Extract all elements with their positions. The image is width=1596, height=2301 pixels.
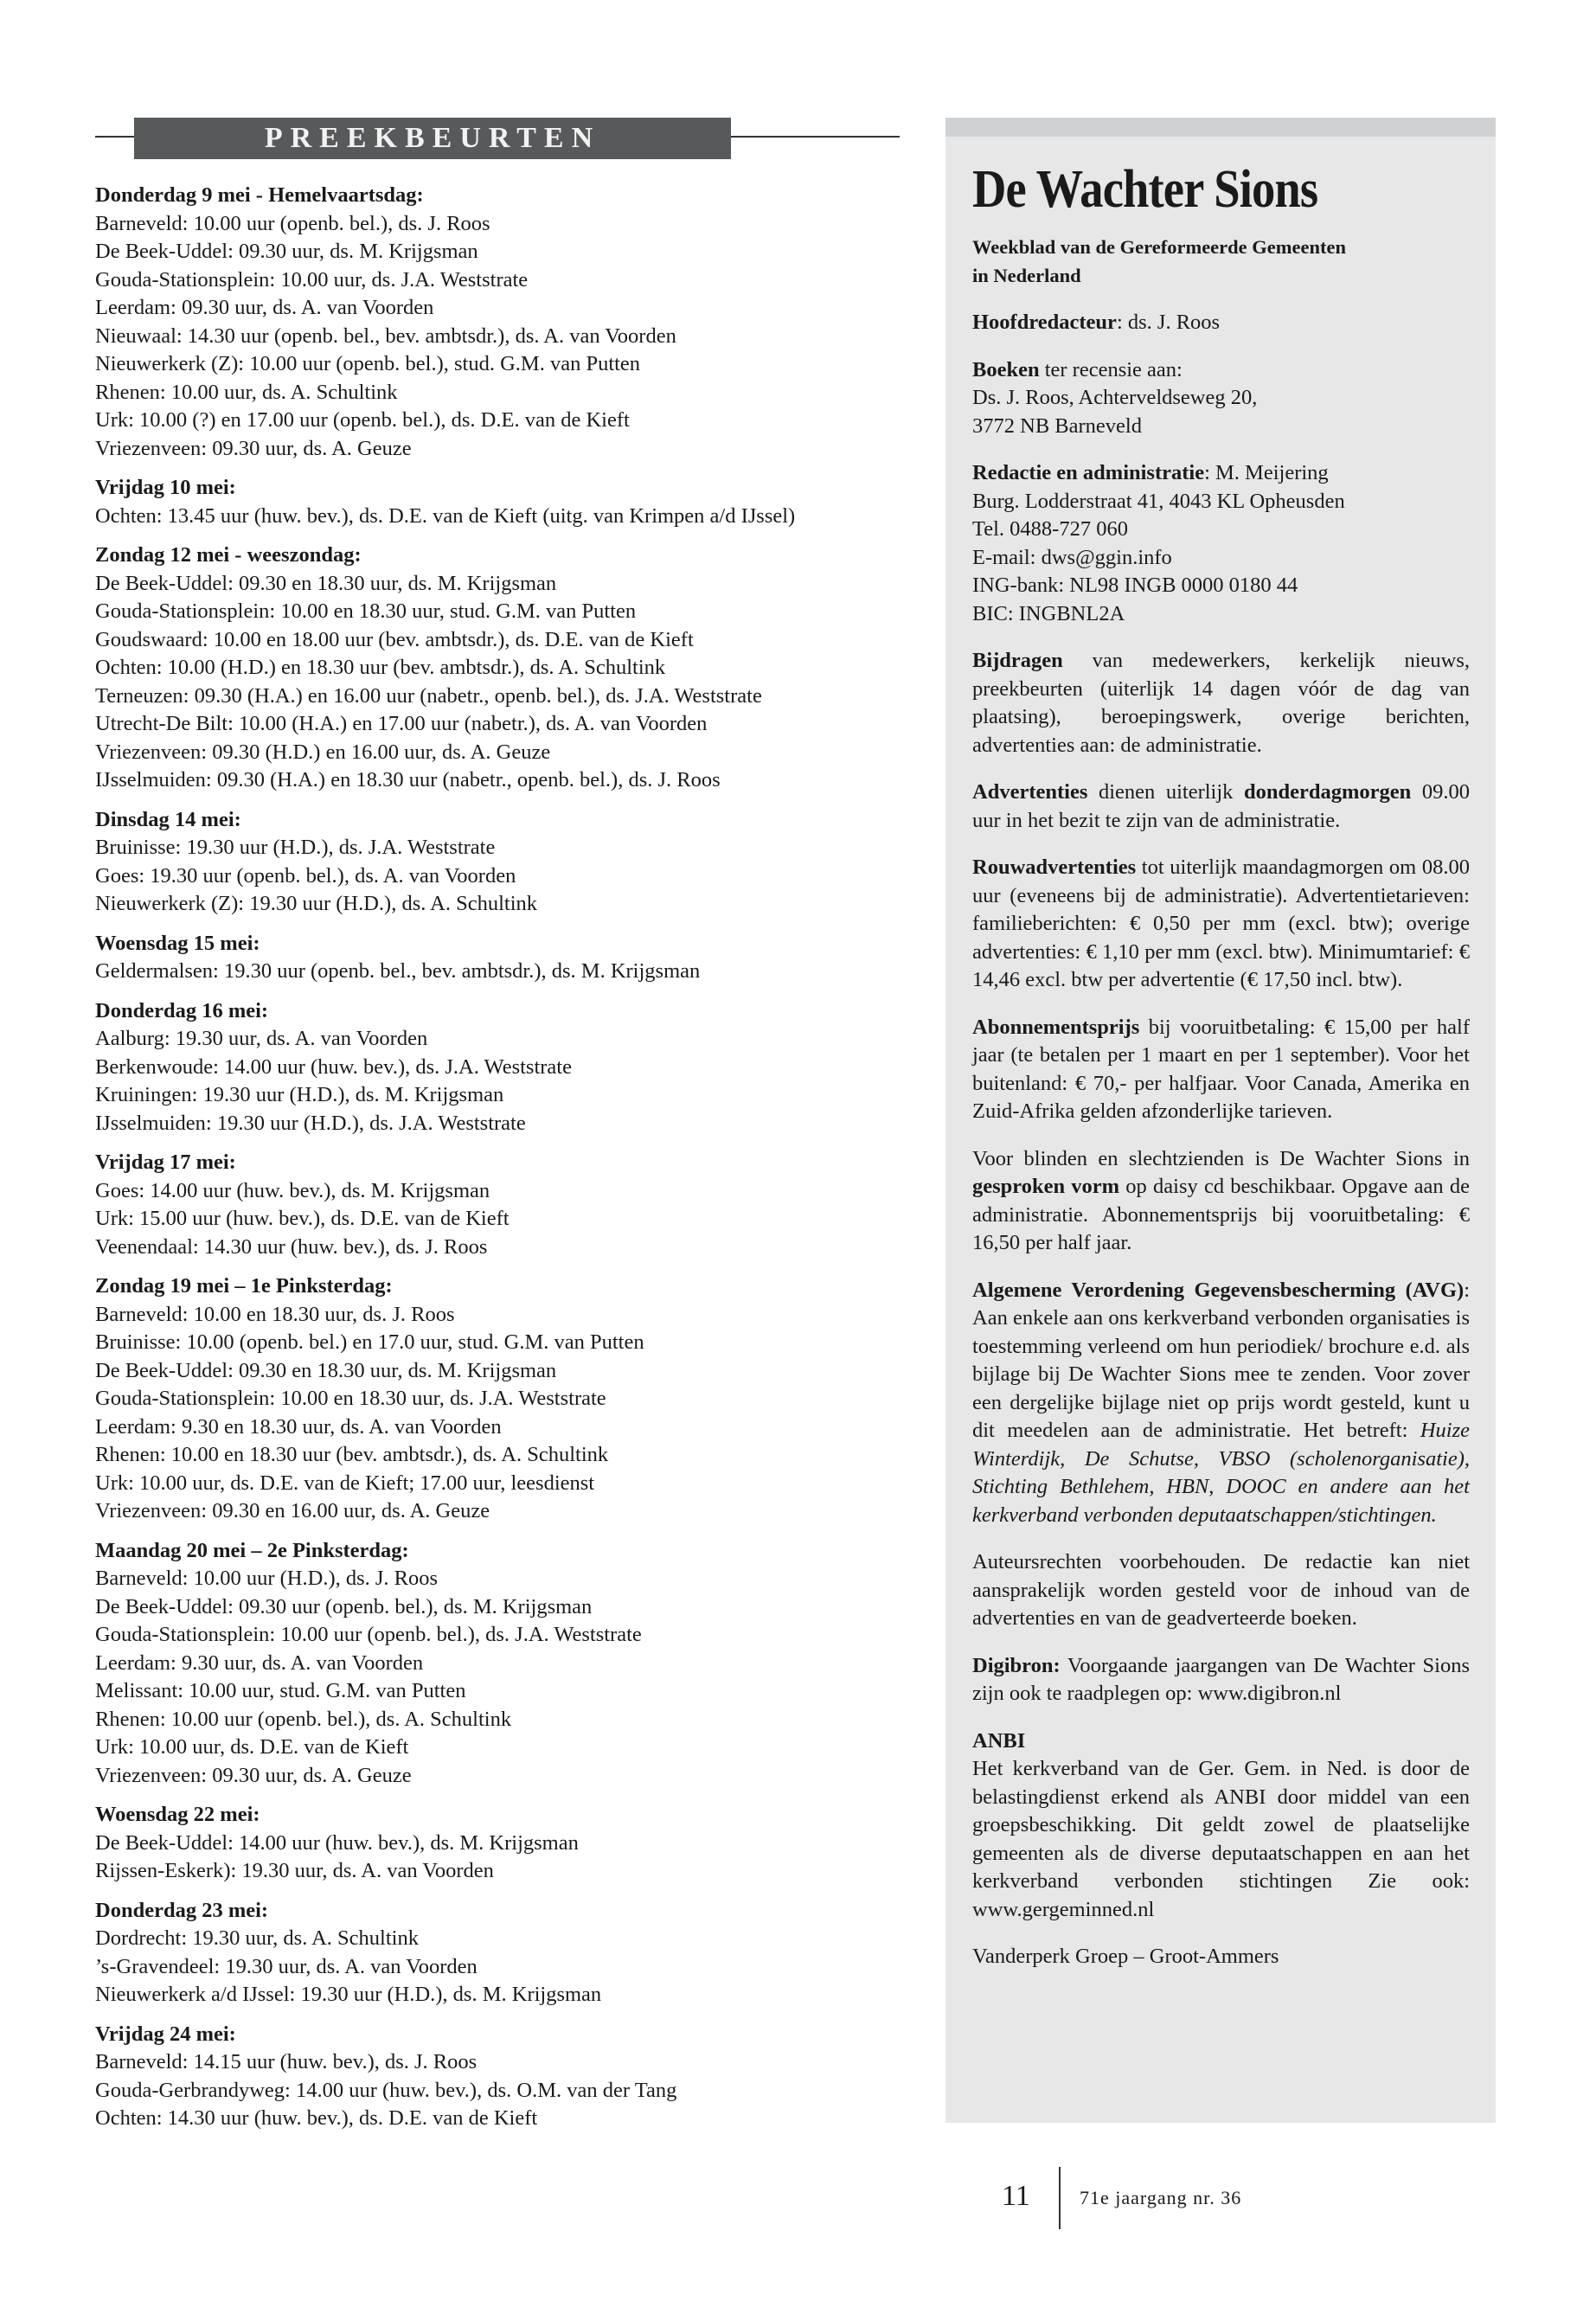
service-line: Dordrecht: 19.30 uur, ds. A. Schultink: [95, 1926, 419, 1950]
service-line: Rijssen-Eskerk): 19.30 uur, ds. A. van Voorden: [95, 1859, 494, 1882]
day-heading: Vrijdag 10 mei:: [95, 476, 236, 499]
books-address-line-1: Ds. J. Roos, Achterveldseweg 20,: [972, 386, 1258, 409]
service-line: Rhenen: 10.00 uur (openb. bel.), ds. A. Schultink: [95, 1707, 512, 1731]
service-line: Leerdam: 09.30 uur, ds. A. van Voorden: [95, 296, 434, 319]
service-line: De Beek-Uddel: 09.30 en 18.30 uur, ds. M. Krijgsman: [95, 1358, 557, 1382]
ads-deadline-day: donderdagmorgen: [1244, 780, 1412, 804]
day-heading: Woensdag 22 mei:: [95, 1803, 260, 1826]
contributions-label: Bijdragen: [972, 649, 1063, 672]
contributions-info: [972, 647, 1470, 760]
administration-bank: ING-bank: NL98 INGB 0000 0180 44: [972, 574, 1298, 597]
copyright-info: Auteursrechten voorbehouden. De redactie kan niet aansprakelijk worden gesteld voor de inhoud van de advertenties en van de geadverteerde boeken.: [972, 1550, 1470, 1630]
service-line: Kruiningen: 19.30 uur (H.D.), ds. M. Krijgsman: [95, 1083, 504, 1106]
service-line: Berkenwoude: 14.00 uur (huw. bev.), ds. J.A. Weststrate: [95, 1054, 572, 1079]
service-line: Leerdam: 9.30 uur, ds. A. van Voorden: [95, 1650, 424, 1675]
service-line: Vriezenveen: 09.30 en 16.00 uur, ds. A. Geuze: [95, 1499, 490, 1522]
service-line: Vriezenveen: 09.30 uur, ds. A. Geuze: [95, 436, 412, 460]
day-heading: Zondag 19 mei – 1e Pinksterdag:: [95, 1274, 393, 1298]
day-heading: Zondag 12 mei - weeszondag:: [95, 543, 362, 567]
administration-bic: BIC: INGBNL2A: [972, 601, 1125, 625]
administration-address: Burg. Lodderstraat 41, 4043 KL Opheusden: [972, 489, 1345, 513]
audio-end: op daisy cd beschikbaar. Opgave aan de administratie. Abonnementsprijs bij vooruitbetaling: € 16,50 per half jaar.: [972, 1175, 1470, 1254]
administration-info: [972, 459, 1470, 628]
day-block: [95, 1272, 908, 1526]
service-line: Rhenen: 10.00 uur, ds. A. Schultink: [95, 380, 398, 404]
ads-mid: dienen uiterlijk: [1087, 780, 1244, 804]
service-line: Gouda-Gerbrandyweg: 14.00 uur (huw. bev.), ds. O.M. van der Tang: [95, 2078, 677, 2102]
section-title: PREEKBEURTEN: [134, 118, 731, 159]
service-line: Goudswaard: 10.00 en 18.00 uur (bev. ambtsdr.), ds. D.E. van de Kieft: [95, 627, 694, 651]
banner-rule-left: [95, 136, 134, 138]
day-block: [95, 542, 908, 795]
service-line: Urk: 15.00 uur (huw. bev.), ds. D.E. van de Kieft: [95, 1207, 510, 1230]
avg-label: Algemene Verordening Gegevensbescherming (AVG): [972, 1278, 1465, 1302]
ads-end: 09.00 uur in het bezit te zijn van de administratie.: [972, 780, 1471, 832]
day-block: [95, 997, 908, 1138]
service-line: Gouda-Stationsplein: 10.00 en 18.30 uur, ds. J.A. Weststrate: [95, 1387, 606, 1410]
service-line: Rhenen: 10.00 en 18.30 uur (bev. ambtsdr.), ds. A. Schultink: [95, 1443, 609, 1466]
service-line: Barneveld: 10.00 en 18.30 uur, ds. J. Roos: [95, 1302, 455, 1326]
service-line: Veenendaal: 14.30 uur (huw. bev.), ds. J. Roos: [95, 1234, 488, 1259]
anbi-info: [972, 1727, 1470, 1925]
service-line: Bruinisse: 10.00 (openb. bel.) en 17.0 uur, stud. G.M. van Putten: [95, 1330, 644, 1354]
service-line: Geldermalsen: 19.30 uur (openb. bel., bev. ambtsdr.), ds. M. Krijgsman: [95, 959, 701, 983]
service-line: Barneveld: 10.00 uur (H.D.), ds. J. Roos: [95, 1567, 439, 1590]
colophon-panel: [945, 118, 1496, 2123]
service-line: De Beek-Uddel: 14.00 uur (huw. bev.), ds. M. Krijgsman: [95, 1830, 579, 1855]
service-line: Ochten: 10.00 (H.D.) en 18.30 uur (bev. ambtsdr.), ds. A. Schultink: [95, 656, 666, 679]
mourning-ads-info: [972, 854, 1470, 995]
audio-bold: gesproken vorm: [972, 1175, 1120, 1198]
subscription-label: Abonnementsprijs: [972, 1015, 1140, 1039]
service-line: Ochten: 13.45 uur (huw. bev.), ds. D.E. van de Kieft (uitg. van Krimpen a/d IJssel): [95, 503, 796, 528]
banner-rule-right: [731, 136, 900, 138]
service-line: Barneveld: 14.15 uur (huw. bev.), ds. J. Roos: [95, 2050, 478, 2073]
service-line: De Beek-Uddel: 09.30 uur (openb. bel.), ds. M. Krijgsman: [95, 1594, 593, 1618]
service-line: Goes: 19.30 uur (openb. bel.), ds. A. van Voorden: [95, 863, 516, 888]
masthead-subtitle-line-1: Weekblad van de Gereformeerde Gemeenten: [972, 236, 1346, 258]
avg-organisations: Huize Winterdijk, De Schutse, VBSO (scholenorganisatie), Stichting Bethlehem, HBN, DOOC en andere aan het kerkverband verbonden deputaatschappen/stichtingen.: [972, 1419, 1470, 1527]
service-line: Nieuwerkerk a/d IJssel: 19.30 uur (H.D.), ds. M. Krijgsman: [95, 1983, 602, 2006]
service-line: Urk: 10.00 uur, ds. D.E. van de Kieft; 17.00 uur, leesdienst: [95, 1471, 595, 1495]
service-line: Nieuwaal: 14.30 uur (openb. bel., bev. ambtsdr.), ds. A. van Voorden: [95, 324, 676, 348]
service-line: Aalburg: 19.30 uur, ds. A. van Voorden: [95, 1027, 428, 1050]
service-line: De Beek-Uddel: 09.30 uur, ds. M. Krijgsman: [95, 240, 478, 263]
day-block: [95, 1897, 908, 2009]
service-line: ’s-Gravendeel: 19.30 uur, ds. A. van Voorden: [95, 1954, 478, 1978]
day-heading: Donderdag 23 mei:: [95, 1898, 269, 1922]
ads-deadline-info: [972, 779, 1470, 835]
digibron-text: Voorgaande jaargangen van De Wachter Sions zijn ook te raadplegen op: www.digibron.nl: [972, 1653, 1470, 1705]
day-heading: Maandag 20 mei – 2e Pinksterdag:: [95, 1538, 409, 1562]
service-line: IJsselmuiden: 09.30 (H.A.) en 18.30 uur (nabetr., openb. bel.), ds. J. Roos: [95, 768, 721, 792]
subscription-info: [972, 1014, 1470, 1126]
day-block: [95, 182, 908, 463]
day-block: [95, 806, 908, 919]
masthead-title: De Wachter Sions: [972, 160, 1318, 219]
service-line: Gouda-Stationsplein: 10.00 uur (openb. bel.), ds. J.A. Weststrate: [95, 1623, 642, 1646]
books-info: [972, 356, 1470, 441]
mourning-text: tot uiterlijk maandagmorgen om 08.00 uur (eveneens bij de administratie). Advertentietarieven: familieberichten: € 0,50 per mm (excl. btw); overige advertenties: € 1,10 per mm (excl. btw). Minimumtarief: € 14,46 excl. btw per advertentie (€ 17,50 incl. btw).: [972, 856, 1470, 991]
service-line: Nieuwerkerk (Z): 10.00 uur (openb. bel.), stud. G.M. van Putten: [95, 352, 641, 375]
day-heading: Woensdag 15 mei:: [95, 931, 260, 955]
day-block: [95, 930, 908, 986]
books-address-line-2: 3772 NB Barneveld: [972, 413, 1142, 438]
service-line: Vriezenveen: 09.30 uur, ds. A. Geuze: [95, 1763, 412, 1787]
service-line: Utrecht-De Bilt: 10.00 (H.A.) en 17.00 uur (nabetr.), ds. A. van Voorden: [95, 712, 708, 735]
audio-start: Voor blinden en slechtzienden is De Wachter Sions in: [972, 1146, 1470, 1170]
audio-edition-info: [972, 1145, 1470, 1258]
service-line: Urk: 10.00 uur, ds. D.E. van de Kieft: [95, 1735, 409, 1759]
footer-divider: [1059, 2167, 1061, 2229]
service-line: Gouda-Stationsplein: 10.00 uur, ds. J.A. Weststrate: [95, 267, 529, 292]
day-block: [95, 1801, 908, 1886]
service-line: Vriezenveen: 09.30 (H.D.) en 16.00 uur, ds. A. Geuze: [95, 740, 551, 764]
day-heading: Vrijdag 24 mei:: [95, 2022, 236, 2046]
day-heading: Donderdag 9 mei - Hemelvaartsdag:: [95, 183, 424, 207]
avg-info: [972, 1277, 1470, 1530]
service-line: Melissant: 10.00 uur, stud. G.M. van Putten: [95, 1679, 466, 1702]
service-line: Leerdam: 9.30 en 18.30 uur, ds. A. van Voorden: [95, 1414, 502, 1439]
digibron-info: [972, 1652, 1470, 1708]
anbi-label: ANBI: [972, 1728, 1026, 1753]
editor-label: Hoofdredacteur: [972, 311, 1117, 334]
service-line: Terneuzen: 09.30 (H.A.) en 16.00 uur (nabetr., openb. bel.), ds. J.A. Weststrate: [95, 683, 762, 708]
administration-name: : M. Meijering: [1204, 461, 1329, 484]
books-text: ter recensie aan:: [1039, 357, 1183, 381]
administration-email: E-mail: dws@ggin.info: [972, 545, 1172, 569]
editor-info: [972, 309, 1470, 337]
day-block: [95, 1149, 908, 1261]
service-line: Ochten: 14.30 uur (huw. bev.), ds. D.E. van de Kieft: [95, 2106, 538, 2130]
day-heading: Donderdag 16 mei:: [95, 998, 269, 1022]
service-line: Nieuwerkerk (Z): 19.30 uur (H.D.), ds. A. Schultink: [95, 892, 538, 915]
contributions-text: van medewerkers, kerkelijk nieuws, preekbeurten (uiterlijk 14 dagen vóór de dag van plaatsing), beroepingswerk, overige berichten, advertenties aan: de administratie.: [972, 649, 1470, 757]
digibron-label: Digibron:: [972, 1653, 1061, 1677]
service-line: Gouda-Stationsplein: 10.00 en 18.30 uur, stud. G.M. van Putten: [95, 599, 637, 623]
day-block: [95, 2021, 908, 2133]
printer-info: Vanderperk Groep – Groot-Ammers: [972, 1945, 1279, 1968]
service-line: Bruinisse: 19.30 uur (H.D.), ds. J.A. Weststrate: [95, 836, 496, 859]
service-line: Urk: 10.00 (?) en 17.00 uur (openb. bel.), ds. D.E. van de Kieft: [95, 408, 630, 432]
subscription-text: bij vooruitbetaling: € 15,00 per half jaar (te betalen per 1 maart en per 1 september). Voor het buitenland: € 70,- per halfjaar. Voor Canada, Amerika en Zuid-Afrika gelden afzonderlijke tarieven.: [972, 1015, 1470, 1123]
issue-label: 71e jaargang nr. 36: [1080, 2187, 1242, 2208]
service-line: Goes: 14.00 uur (huw. bev.), ds. M. Krijgsman: [95, 1178, 490, 1202]
books-label: Boeken: [972, 357, 1040, 381]
masthead-subtitle-line-2: in Nederland: [972, 264, 1081, 286]
mourning-label: Rouwadvertenties: [972, 856, 1137, 879]
avg-text: : Aan enkele aan ons kerkverband verbonden organisaties is toestemming verleend om hun periodiek/ brochure e.d. als bijlage bij De Wachter Sions mee te zenden. Voor zover een dergelijke bijlage niet op prijs wordt gesteld, kunt u dit meedelen aan de administratie. Het betreft:: [972, 1278, 1470, 1442]
service-line: Barneveld: 10.00 uur (openb. bel.), ds. J. Roos: [95, 211, 490, 235]
masthead-subtitle: [972, 234, 1470, 290]
ads-label: Advertenties: [972, 780, 1088, 804]
service-line: IJsselmuiden: 19.30 uur (H.D.), ds. J.A. Weststrate: [95, 1111, 526, 1135]
administration-label: Redactie en administratie: [972, 461, 1205, 484]
day-block: [95, 474, 908, 530]
administration-phone: Tel. 0488-727 060: [972, 517, 1128, 541]
day-block: [95, 1537, 908, 1791]
day-heading: Dinsdag 14 mei:: [95, 807, 241, 831]
anbi-text: Het kerkverband van de Ger. Gem. in Ned. is door de belastingdienst erkend als ANBI door middel van een groepsbeschikking. Dit geldt zowel de plaatselijke gemeenten als de diverse deputaatschappen en aan het kerkverband verbonden stichtingen Zie ook: www.gergeminned.nl: [972, 1757, 1470, 1921]
preekbeurten-list: [95, 182, 908, 2144]
editor-value: : ds. J. Roos: [1116, 311, 1221, 334]
day-heading: Vrijdag 17 mei:: [95, 1150, 236, 1174]
service-line: De Beek-Uddel: 09.30 en 18.30 uur, ds. M. Krijgsman: [95, 571, 557, 595]
page-number: 11: [1002, 2180, 1030, 2212]
